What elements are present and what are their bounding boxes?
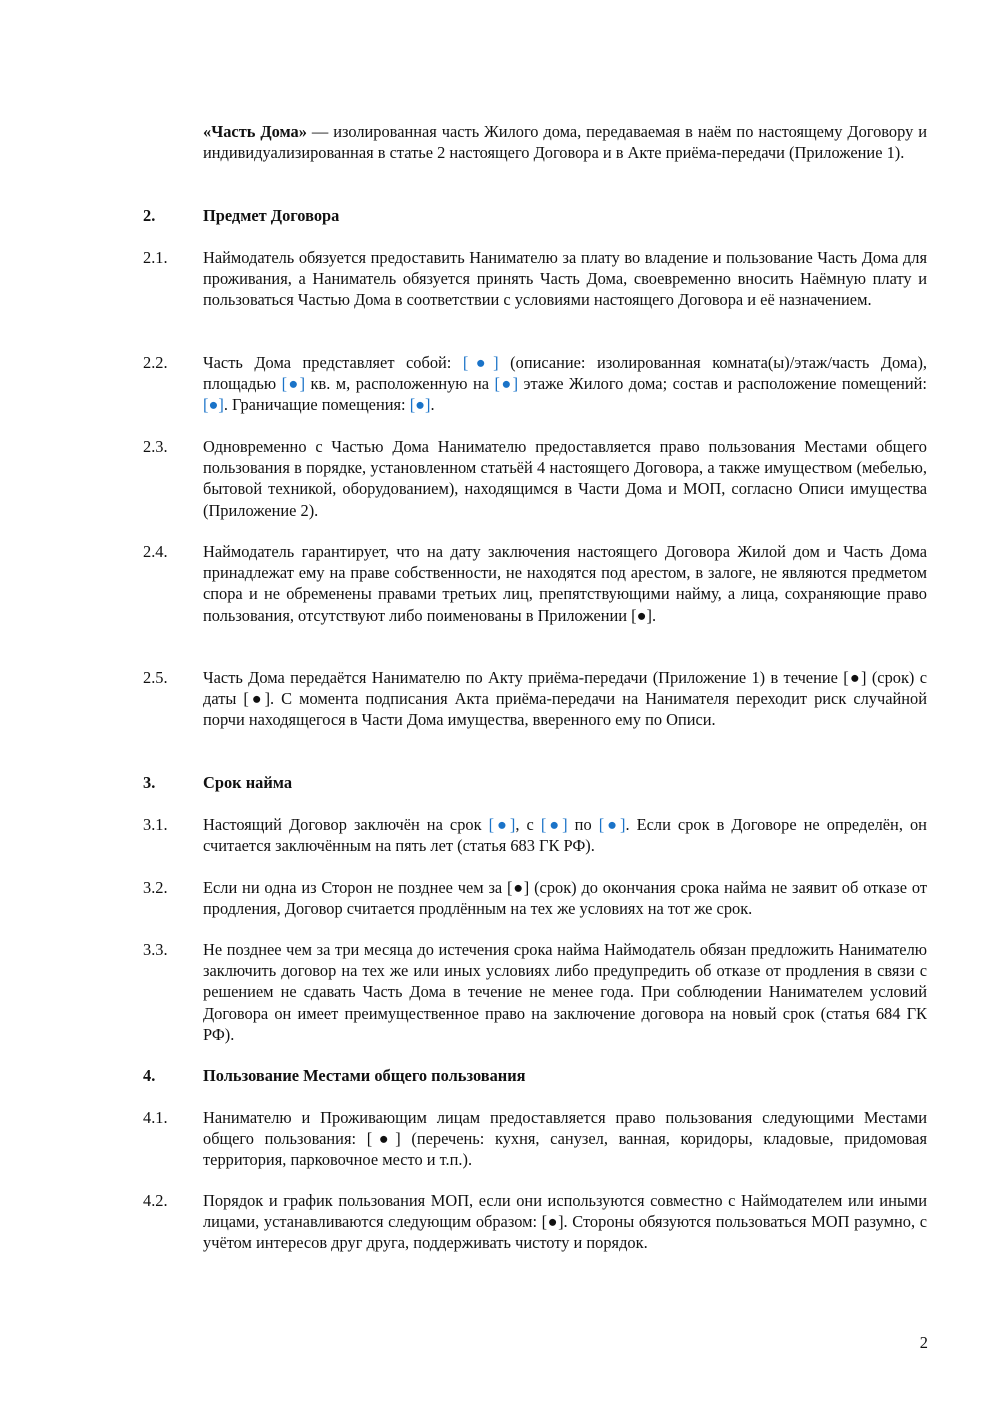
clause-text: Часть Дома представляет собой: [●] (описание: изолированная комната(ы)/этаж/часть Дома), площадью [●] кв. м, расположенную на [●] этаже Жилого дома; состав и расположение помещений: [●]. Граничащие помещения: [●]. [203, 353, 928, 415]
clause-text: Не позднее чем за три месяца до истечения срока найма Наймодатель обязан предложить Нанимателю заключить договор на тех же или иных условиях либо предупредить об отказе от продления в связи с решением не сдавать Часть Дома в течение не менее года. При соблюдении Нанимателем условий Договора он имеет преимущественное право на заключение договора на новый срок (статья 684 ГК РФ). [203, 940, 927, 1044]
clause-text: Настоящий Договор заключён на срок [●], с [●] по [●]. Если срок в Договоре не определён, он считается заключённым на пять лет (статья 683 ГК РФ). [203, 815, 927, 856]
clause-4-1 [143, 1107, 927, 1171]
clause-3-3 [143, 939, 927, 1045]
placeholder-field[interactable]: [●] [462, 353, 499, 372]
clause-text: Нанимателю и Проживающим лицам предоставляется право пользования следующими Местами общего пользования: [●] (перечень: кухня, санузел, ванная, коридоры, кладовые, придомовая территория, парковочное место и т.п.). [203, 1108, 927, 1170]
clause-number: 4.2. [143, 1191, 168, 1210]
section-number: 2. [143, 206, 156, 225]
clause-2-5 [143, 667, 927, 731]
clause-number: 2.3. [143, 437, 168, 456]
clause-2-2 [143, 352, 927, 416]
clause-4-2 [143, 1190, 927, 1254]
placeholder-field[interactable]: [●] [203, 395, 224, 415]
clause-number: 2.5. [143, 668, 168, 687]
placeholder-field[interactable]: [●] [409, 395, 431, 415]
placeholder-field[interactable]: [●] [598, 815, 626, 834]
clause-text: Наймодатель обязуется предоставить Нанимателю за плату во владение и пользование Часть Дома для проживания, а Наниматель обязуется принять Часть Дома, своевременно вносить Наёмную плату и пользоваться Частью Дома в соответствии с условиями настоящего Договора и её назначением. [203, 248, 927, 310]
placeholder-field[interactable]: [●] [281, 374, 306, 394]
clause-text: Наймодатель гарантирует, что на дату заключения настоящего Договора Жилой дом и Часть Дома принадлежат ему на праве собственности, не находятся под арестом, в залоге, не являются предметом спора и не обременены правами третьих лиц, препятствующими найму, а лица, сохраняющие право пользования, отсутствуют либо поименованы в Приложении [●]. [203, 542, 927, 625]
clause-2-3 [143, 436, 927, 521]
clause-text: Порядок и график пользования МОП, если они используются совместно с Наймодателем или иными лицами, устанавливаются следующим образом: [●]. Стороны обязуются пользоваться МОП разумно, с учётом интересов друг друга, поддерживать чистоту и порядок. [203, 1191, 927, 1253]
page-number: 2 [919, 1333, 928, 1352]
section-number: 3. [143, 773, 156, 792]
clause-2-4 [143, 541, 927, 626]
clause-number: 3.1. [143, 815, 168, 834]
clause-3-1 [143, 814, 927, 856]
section-title: Пользование Местами общего пользования [203, 1066, 526, 1085]
placeholder-field[interactable]: [●] [494, 374, 519, 394]
defined-term: «Часть Дома» [203, 122, 307, 141]
section-title: Предмет Договора [203, 206, 340, 225]
clause-2-1 [143, 247, 927, 311]
section-4-heading [143, 1065, 927, 1086]
placeholder-field[interactable]: [●] [540, 815, 568, 834]
clause-number: 2.1. [143, 248, 168, 267]
definition-chast-doma [143, 121, 927, 163]
section-3-heading [143, 772, 927, 793]
placeholder-field[interactable]: [●] [488, 815, 516, 834]
definition-text: — изолированная часть Жилого дома, передаваемая в наём по настоящему Договору и индивидуализированная в статье 2 настоящего Договора и в Акте приёма-передачи (Приложение 1). [203, 122, 927, 163]
clause-text: Если ни одна из Сторон не позднее чем за [●] (срок) до окончания срока найма не заявит об отказе от продления, Договор считается продлённым на тех же условиях на тот же срок. [203, 878, 927, 919]
clause-number: 4.1. [143, 1108, 168, 1127]
section-title: Срок найма [203, 773, 293, 792]
section-number: 4. [143, 1066, 156, 1085]
clause-number: 3.2. [143, 878, 168, 897]
clause-text: Часть Дома передаётся Нанимателю по Акту приёма-передачи (Приложение 1) в течение [●] (срок) с даты [●]. С момента подписания Акта приёма-передачи на Нанимателя переходит риск случайной порчи находящегося в Части Дома имущества, вверенного ему по Описи. [203, 668, 927, 730]
clause-3-2 [143, 877, 927, 919]
clause-number: 3.3. [143, 940, 168, 959]
clause-number: 2.2. [143, 353, 168, 372]
section-2-heading [143, 205, 927, 226]
clause-number: 2.4. [143, 542, 168, 561]
clause-text: Одновременно с Частью Дома Нанимателю предоставляется право пользования Местами общего пользования в порядке, установленном статьёй 4 настоящего Договора, а также имуществом (мебелью, бытовой техникой, оборудованием), находящимся в Части Дома и МОП, согласно Описи имущества (Приложение 2). [203, 437, 927, 520]
